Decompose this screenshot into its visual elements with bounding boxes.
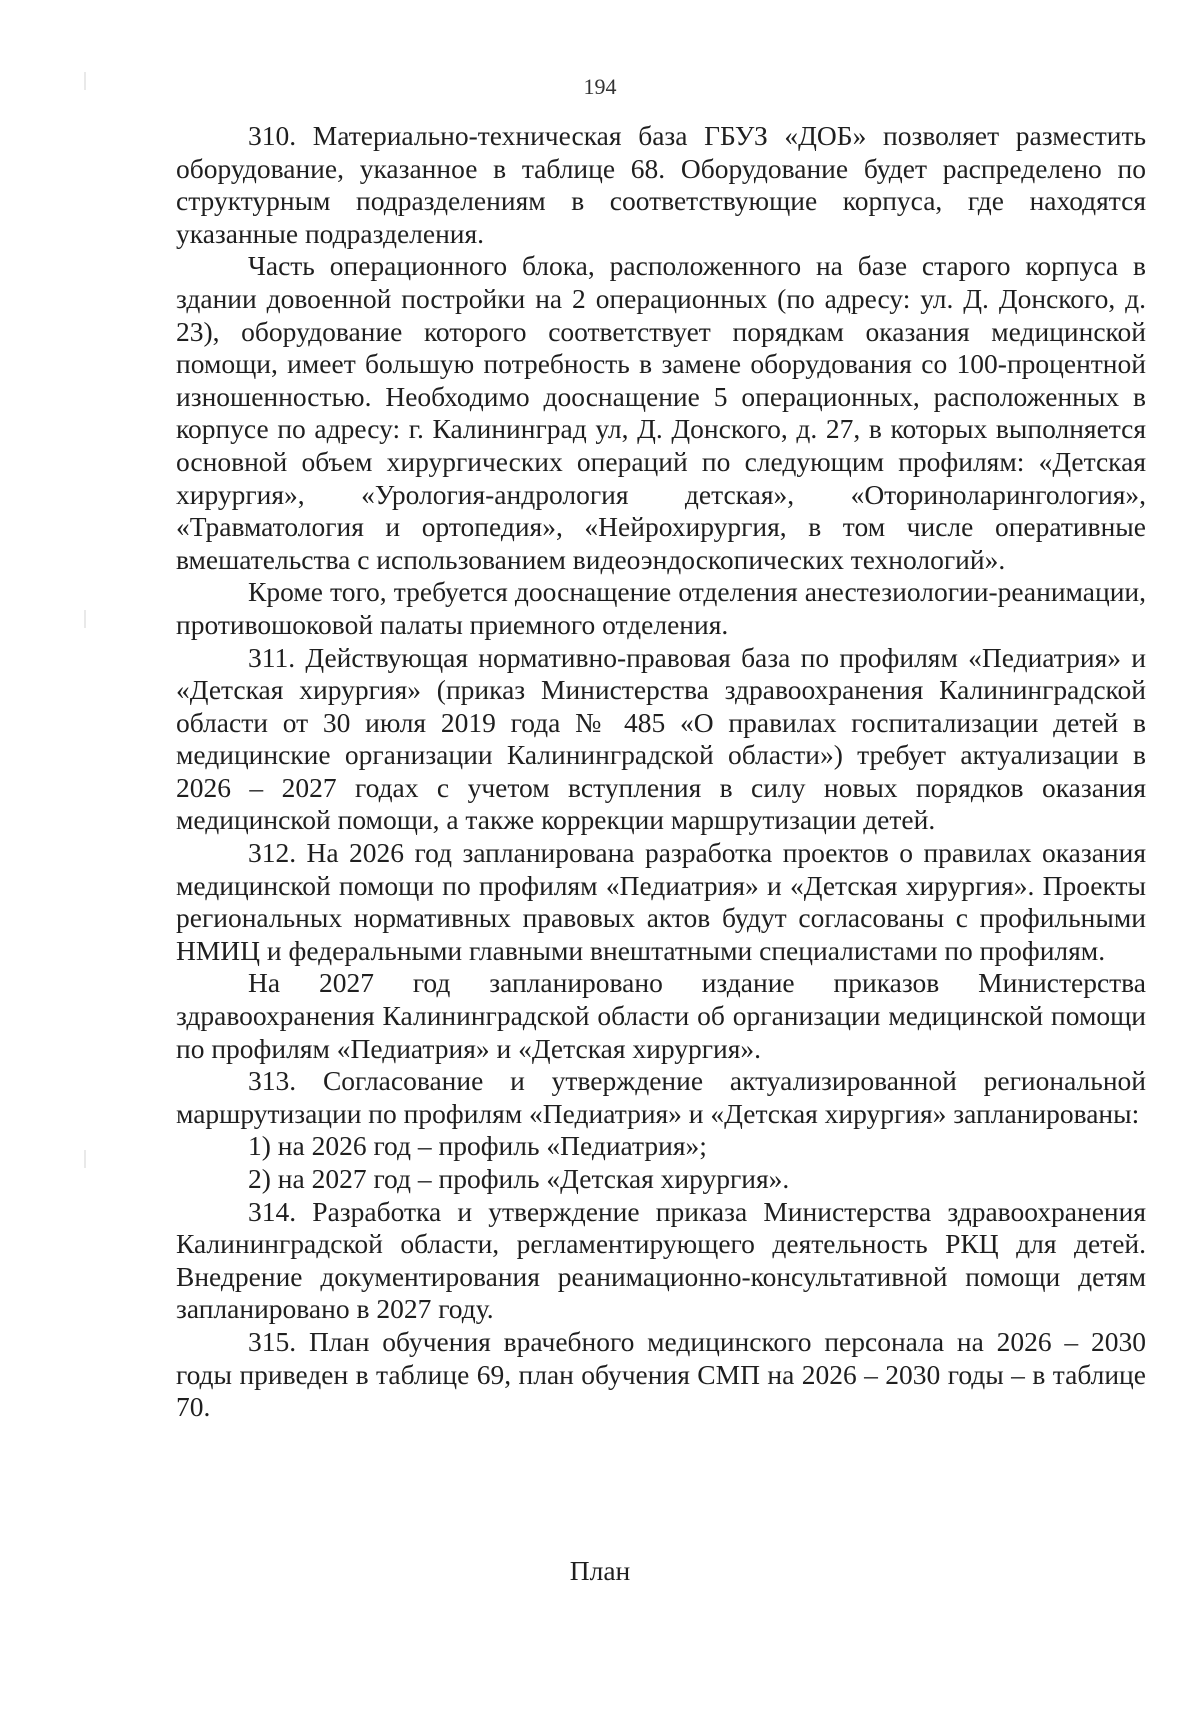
scan-margin-mark	[84, 1150, 86, 1168]
paragraph-anesthesiology: Кроме того, требуется дооснащение отделения анестезиологии-реанимации, противошоковой палаты приемного отделения.	[176, 576, 1146, 640]
scan-margin-mark	[84, 610, 86, 628]
paragraph-310: 310. Материально-техническая база ГБУЗ «ДОБ» позволяет разместить оборудование, указанное в таблице 68. Оборудование будет распределено по структурным подразделениям в соответствующие корпуса, где находятся указанные подразделения.	[176, 120, 1146, 249]
paragraph-314: 314. Разработка и утверждение приказа Министерства здравоохранения Калининградской области, регламентирующего деятельность РКЦ для детей. Внедрение документирования реанимационно-консультативной помощи детям запланировано в 2027 году.	[176, 1195, 1146, 1325]
table-caption: План	[569, 1555, 631, 1586]
paragraph-313: 313. Согласование и утверждение актуализированной региональной маршрутизации по профилям «Педиатрия» и «Детская хирургия» запланированы:	[176, 1065, 1146, 1129]
list-item-2026: 1) на 2026 год – профиль «Педиатрия»;	[248, 1130, 707, 1162]
paragraph-315: 315. План обучения врачебного медицинского персонала на 2026 – 2030 годы приведен в таблице 69, план обучения СМП на 2026 – 2030 годы – в таблице 70.	[176, 1325, 1146, 1423]
paragraph-operating-block: Часть операционного блока, расположенного на базе старого корпуса в здании довоенной постройки на 2 операционных (по адресу: ул. Д. Донского, д. 23), оборудование которого соответствует порядкам оказания медицинской помощи, имеет большую потребность в замене оборудования со 100-процентной изношенностью. Необходимо дооснащение 5 операционных, расположенных в корпусе по адресу: г. Калининград ул, Д. Донского, д. 27, в которых выполняется основной объем хирургических операций по следующим профилям: «Детская хирургия», «Урология-андрология детская», «Оториноларингология», «Травматология и ортопедия», «Нейрохирургия, в том числе оперативные вмешательства с использованием видеоэндоскопических технологий».	[176, 250, 1146, 575]
body-text	[176, 120, 1146, 1424]
paragraph-312: 312. На 2026 год запланирована разработка проектов о правилах оказания медицинской помощи по профилям «Педиатрия» и «Детская хирургия». Проекты региональных нормативных правовых актов будут согласованы с профильными НМИЦ и федеральными главными внештатными специалистами по профилям.	[176, 837, 1146, 966]
paragraph-2027-orders: На 2027 год запланировано издание приказов Министерства здравоохранения Калининградской области об организации медицинской помощи по профилям «Педиатрия» и «Детская хирургия».	[176, 967, 1146, 1064]
paragraph-311: 311. Действующая нормативно-правовая база по профилям «Педиатрия» и «Детская хирургия» (приказ Министерства здравоохранения Калининградской области от 30 июля 2019 года № 485 «О правилах госпитализации детей в медицинские организации Калининградской области») требует актуализации в 2026 – 2027 годах с учетом вступления в силу новых порядков оказания медицинской помощи, а также коррекции маршрутизации детей.	[176, 641, 1146, 836]
page-number: 194	[583, 74, 617, 99]
list-item-2027: 2) на 2027 год – профиль «Детская хирургия».	[248, 1163, 790, 1194]
